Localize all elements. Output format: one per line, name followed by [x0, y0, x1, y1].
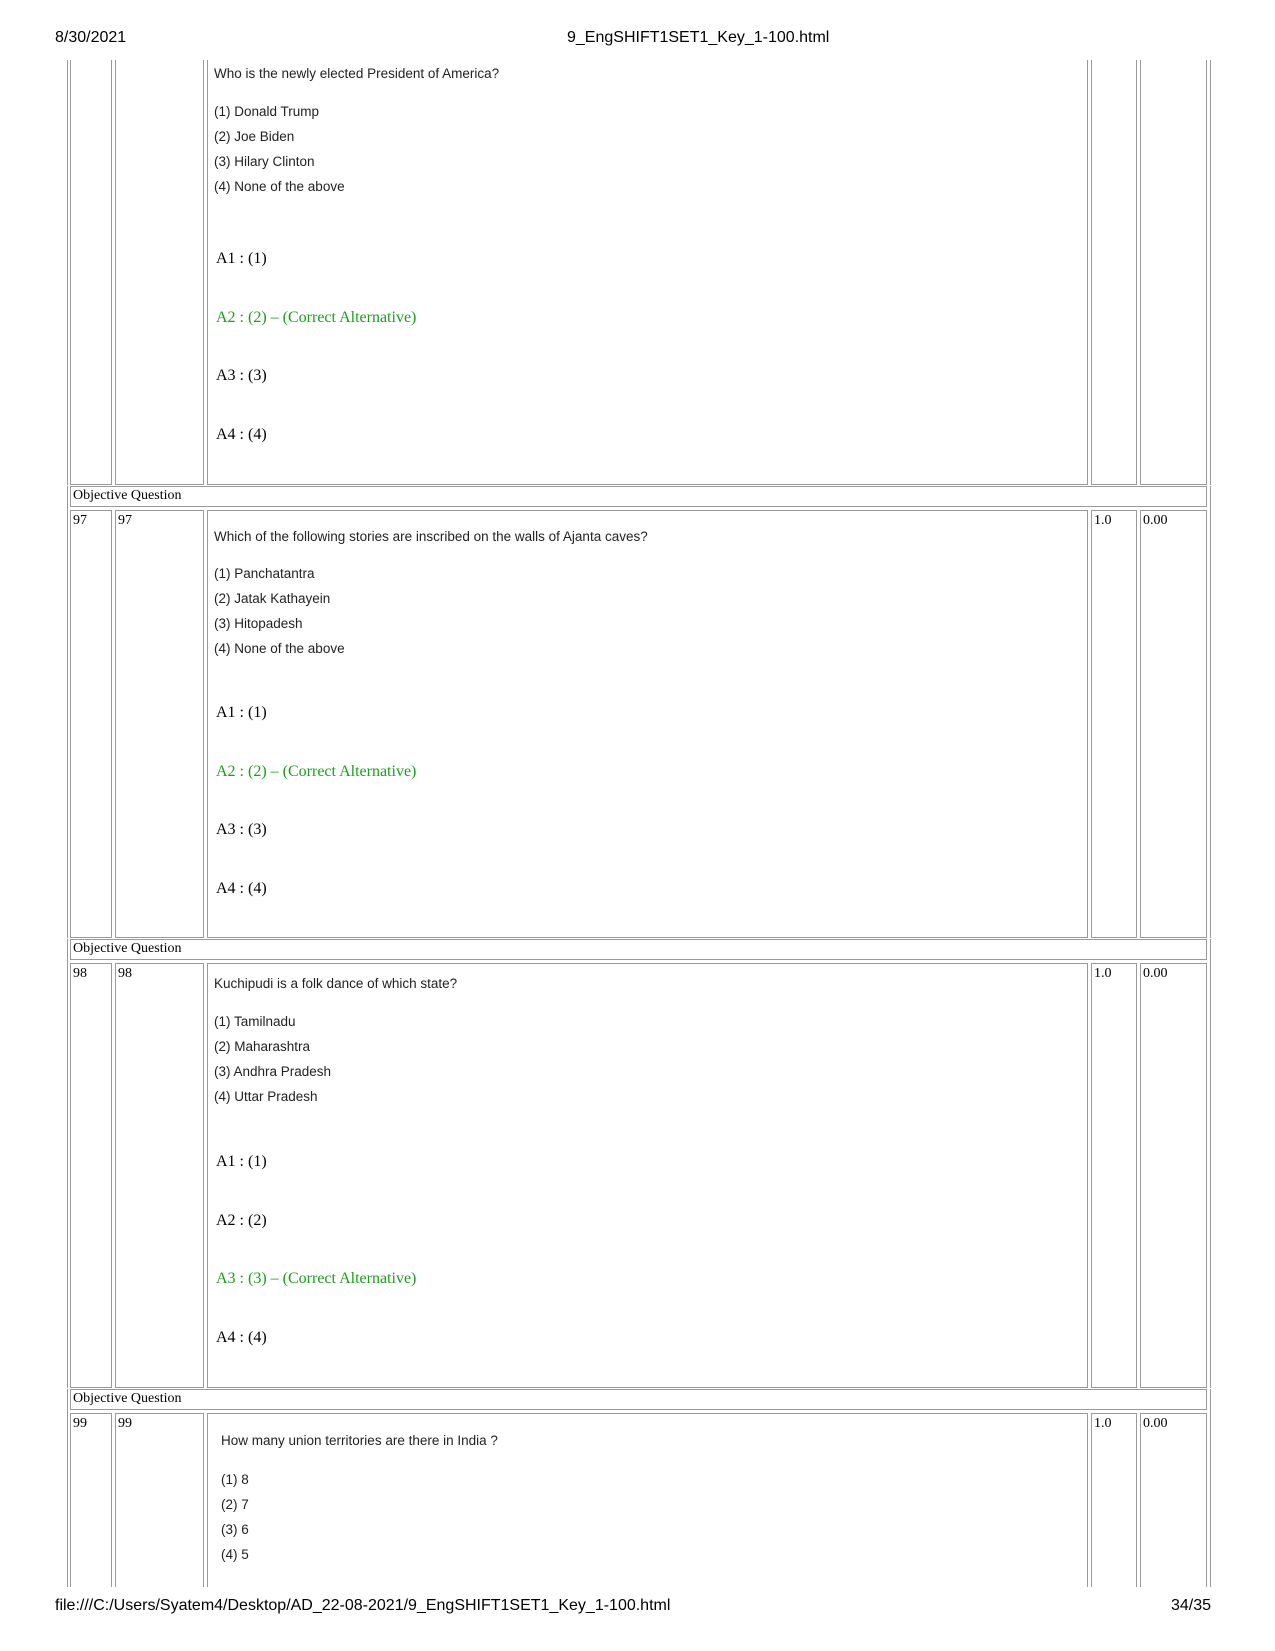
negative-marks-cell — [1140, 60, 1207, 485]
answer-1: A1 : (1) — [216, 250, 267, 267]
marks-cell — [1091, 1413, 1137, 1587]
question-cell — [207, 963, 1088, 1388]
negative-marks-cell — [1140, 510, 1207, 938]
marks-value: 1.0 — [1094, 513, 1112, 528]
qid-cell — [115, 963, 204, 1388]
negative-marks-value: 0.00 — [1143, 1416, 1168, 1431]
marks-cell — [1091, 510, 1137, 938]
answer-2: A2 : (2) — [216, 1212, 267, 1229]
file-path: file:///C:/Users/Syatem4/Desktop/AD_22-08-2021/9_EngSHIFT1SET1_Key_1-100.html — [55, 1597, 671, 1614]
print-title: 9_EngSHIFT1SET1_Key_1-100.html — [567, 29, 830, 46]
print-date: 8/30/2021 — [55, 29, 127, 46]
question-cell — [207, 510, 1088, 938]
table-border — [1210, 1389, 1211, 1587]
marks-cell — [1091, 963, 1137, 1388]
answer-3-correct: A3 : (3) – (Correct Alternative) — [216, 1270, 417, 1287]
option-3: (3) Hitopadesh — [214, 616, 303, 631]
marks-value: 1.0 — [1094, 1416, 1112, 1431]
option-1: (1) 8 — [221, 1472, 249, 1487]
section-label: Objective Question — [73, 941, 182, 956]
table-border — [67, 60, 68, 485]
option-1: (1) Donald Trump — [214, 104, 320, 119]
negative-marks-cell — [1140, 1413, 1207, 1587]
option-2: (2) 7 — [221, 1497, 249, 1512]
sno-cell — [70, 1413, 112, 1587]
answer-3: A3 : (3) — [216, 821, 267, 838]
answer-2-correct: A2 : (2) – (Correct Alternative) — [216, 309, 417, 326]
answer-4: A4 : (4) — [216, 426, 267, 443]
option-4: (4) 5 — [221, 1547, 249, 1562]
table-border — [67, 486, 68, 938]
question-text: Which of the following stories are inscribed on the walls of Ajanta caves? — [214, 529, 648, 544]
option-3: (3) Hilary Clinton — [214, 154, 315, 169]
sno-cell — [70, 60, 112, 485]
answer-1: A1 : (1) — [216, 704, 267, 721]
section-label-row — [70, 486, 1207, 507]
negative-marks-value: 0.00 — [1143, 513, 1168, 528]
answer-4: A4 : (4) — [216, 880, 267, 897]
table-border — [1210, 486, 1211, 938]
option-4: (4) Uttar Pradesh — [214, 1089, 318, 1104]
answer-1: A1 : (1) — [216, 1153, 267, 1170]
option-2: (2) Jatak Kathayein — [214, 591, 331, 606]
question-text: Who is the newly elected President of America? — [214, 66, 500, 81]
section-label: Objective Question — [73, 1391, 182, 1406]
section-label-row — [70, 939, 1207, 960]
option-4: (4) None of the above — [214, 179, 345, 194]
option-3: (3) Andhra Pradesh — [214, 1064, 332, 1079]
option-1: (1) Tamilnadu — [214, 1014, 296, 1029]
question-text: How many union territories are there in India ? — [221, 1433, 498, 1448]
qid-cell — [115, 510, 204, 938]
question-id: 98 — [118, 966, 132, 981]
option-3: (3) 6 — [221, 1522, 249, 1537]
option-1: (1) Panchatantra — [214, 566, 315, 581]
question-id: 97 — [118, 513, 132, 528]
table-border — [1210, 939, 1211, 1388]
section-label: Objective Question — [73, 488, 182, 503]
question-id: 99 — [118, 1416, 132, 1431]
option-2: (2) Maharashtra — [214, 1039, 311, 1054]
answer-2-correct: A2 : (2) – (Correct Alternative) — [216, 763, 417, 780]
serial-number: 98 — [73, 966, 87, 981]
section-label-row — [70, 1389, 1207, 1410]
negative-marks-cell — [1140, 963, 1207, 1388]
marks-value: 1.0 — [1094, 966, 1112, 981]
sno-cell — [70, 510, 112, 938]
option-2: (2) Joe Biden — [214, 129, 295, 144]
negative-marks-value: 0.00 — [1143, 966, 1168, 981]
sno-cell — [70, 963, 112, 1388]
option-4: (4) None of the above — [214, 641, 345, 656]
question-text: Kuchipudi is a folk dance of which state? — [214, 976, 458, 991]
table-border — [1210, 60, 1211, 485]
qid-cell — [115, 1413, 204, 1587]
serial-number: 97 — [73, 513, 87, 528]
page-number: 34/35 — [1171, 1597, 1212, 1614]
question-cell — [207, 60, 1088, 485]
table-border — [67, 939, 68, 1388]
answer-4: A4 : (4) — [216, 1329, 267, 1346]
marks-cell — [1091, 60, 1137, 485]
qid-cell — [115, 60, 204, 485]
serial-number: 99 — [73, 1416, 87, 1431]
answer-3: A3 : (3) — [216, 367, 267, 384]
table-border — [67, 1389, 68, 1587]
